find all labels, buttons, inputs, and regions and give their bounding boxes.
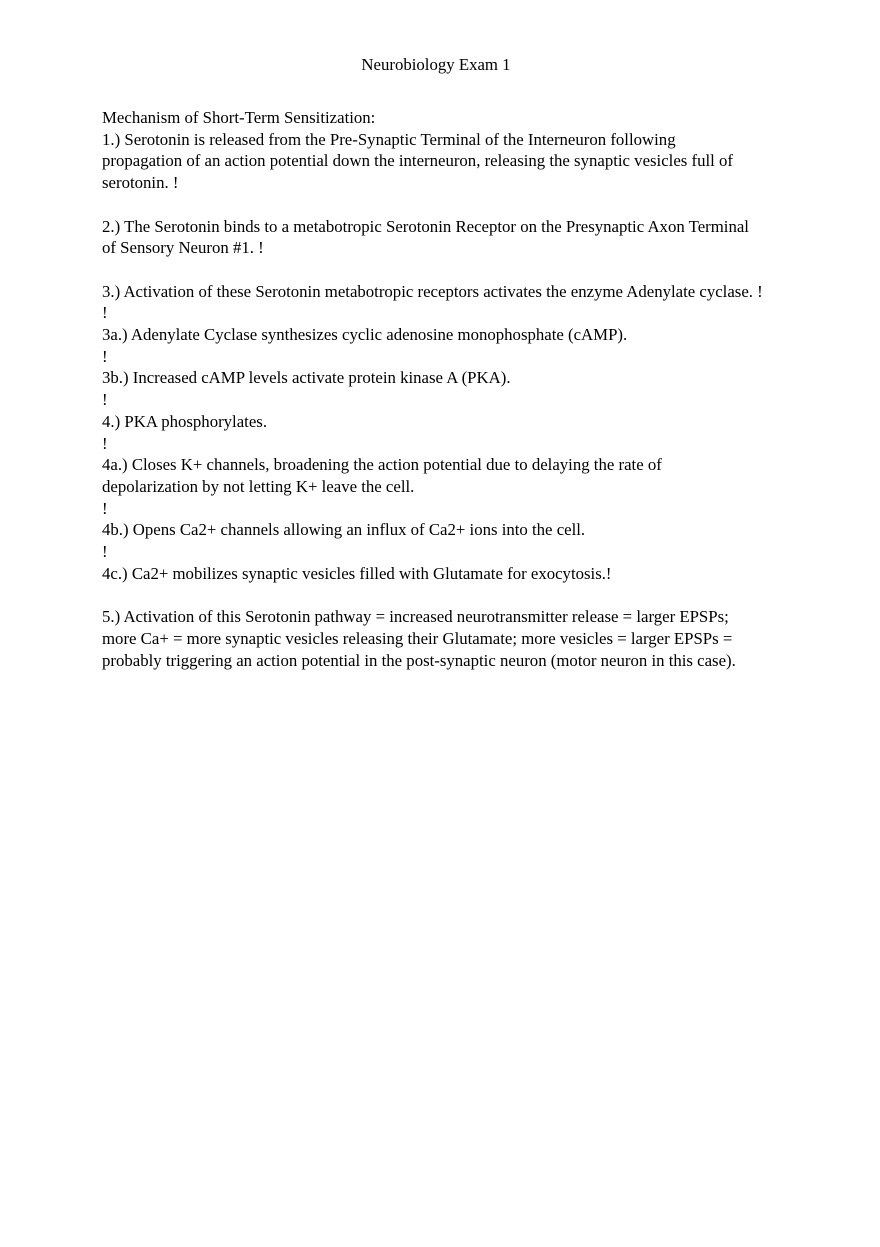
text-line: ! (102, 498, 108, 518)
text-line: probably triggering an action potential in the post-synaptic neuron (motor neuron in this case). (102, 650, 736, 670)
text-line: 3a.) Adenylate Cyclase synthesizes cyclic adenosine monophosphate (cAMP). (102, 325, 628, 344)
text-line: 3.) Activation of these Serotonin metabotropic receptors activates the enzyme Adenylate cyclase. ! (102, 281, 763, 301)
text-line: 5.) Activation of this Serotonin pathway = increased neurotransmitter release = larger EPSPs; (102, 607, 729, 627)
text-line: more Ca+ = more synaptic vesicles releasing their Glutamate; more vesicles = larger EPSPs = (102, 628, 733, 648)
text-line: ! (102, 390, 108, 410)
text-line: ! (102, 303, 108, 323)
text-line: 4a.) Closes K+ channels, broadening the action potential due to delaying the rate of (102, 455, 662, 475)
text-line: ! (102, 542, 108, 562)
document-title: Neurobiology Exam 1 (361, 55, 511, 74)
text-line: ! (102, 433, 108, 453)
paragraph-gap (102, 259, 802, 281)
text-line: 4b.) Opens Ca2+ channels allowing an influx of Ca2+ ions into the cell. (102, 520, 586, 540)
text-line: ! (102, 346, 108, 366)
paragraph-gap (102, 194, 802, 216)
paragraph-step-3-4 (102, 281, 802, 585)
document-body (102, 107, 802, 671)
text-line: 4c.) Ca2+ mobilizes synaptic vesicles filled with Glutamate for exocytosis.! (102, 563, 612, 583)
paragraph-gap (102, 584, 802, 606)
text-line: depolarization by not letting K+ leave the cell. (102, 476, 415, 496)
text-line: 2.) The Serotonin binds to a metabotropic Serotonin Receptor on the Presynaptic Axon Terminal (102, 216, 749, 236)
text-line: 3b.) Increased cAMP levels activate protein kinase A (PKA). (102, 368, 511, 388)
paragraph-step-5 (102, 606, 802, 671)
section-heading: Mechanism of Short-Term Sensitization: (102, 108, 376, 127)
text-line: propagation of an action potential down the interneuron, releasing the synaptic vesicles full of (102, 151, 733, 171)
text-line: serotonin. ! (102, 173, 179, 193)
paragraph-step-1 (102, 129, 802, 194)
text-line: of Sensory Neuron #1. ! (102, 238, 264, 258)
text-line: 4.) PKA phosphorylates. (102, 411, 268, 431)
text-line: 1.) Serotonin is released from the Pre-Synaptic Terminal of the Interneuron following (102, 129, 676, 149)
paragraph-step-2 (102, 216, 802, 259)
